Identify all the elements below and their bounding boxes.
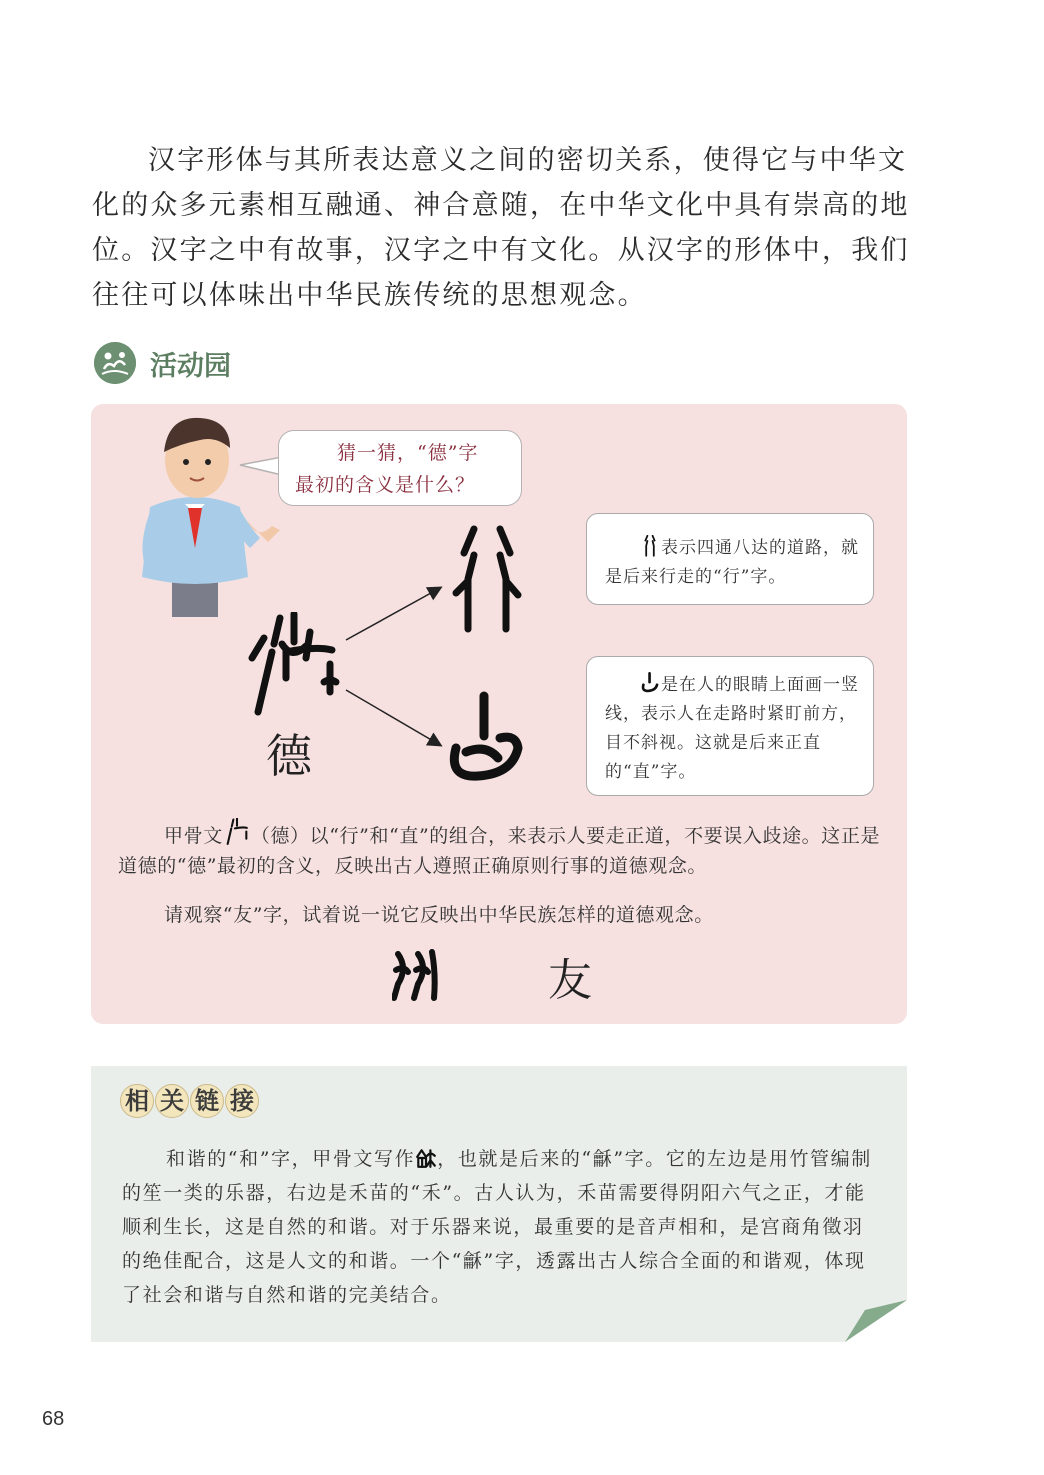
mini-xing-glyph — [639, 535, 661, 557]
inline-oracle-de-glyph — [223, 818, 251, 846]
callout-xing — [586, 513, 874, 605]
page-number: 68 — [42, 1408, 65, 1430]
related-text-body: ，也就是后来的“龢”字。它的左边是用竹管编制的笙一类的乐器，右边是禾苗的“禾”。古人认为，禾苗需要得阴阳六气之正，才能顺利生长，这是自然的和谐。对于乐器来说，最重要的是音声相和，是宫商角徵羽的绝佳配合，这是人文的和谐。一个“龢”字，透露出古人综合全面的和谐观，体现了社会和谐与自然和谐的完美结合。 — [122, 1148, 872, 1306]
boy-illustration — [120, 412, 290, 617]
title-char-2: 关 — [155, 1084, 189, 1118]
para1-prefix: 甲骨文 — [164, 825, 223, 847]
callout-zhi-text: 是在人的眼睛上面画一竖线，表示人在走路时紧盯前方，目不斜视。这就是后来正直的“直”字。 — [605, 675, 859, 782]
related-links-title — [120, 1084, 260, 1118]
title-char-3: 链 — [190, 1084, 224, 1118]
activity-paragraph-2: 请观察“友”字，试着说一说它反映出中华民族怎样的道德观念。 — [164, 904, 714, 926]
related-text-prefix: 和谐的“和”字，甲骨文写作 — [166, 1148, 416, 1170]
oracle-de-glyph — [246, 612, 342, 720]
oracle-you-glyph — [392, 948, 438, 1002]
activity-garden-icon — [94, 342, 136, 384]
title-char-4: 接 — [225, 1084, 259, 1118]
title-char-1: 相 — [120, 1084, 154, 1118]
activity-paragraph-1 — [118, 818, 893, 881]
callout-zhi — [586, 656, 874, 796]
para1-body: （德）以“行”和“直”的组合，来表示人要走正道，不要误入歧途。这正是道德的“德”最初的含义，反映出古人遵照正确原则行事的道德观念。 — [118, 825, 881, 877]
bubble-line-2: 最初的含义是什么？ — [295, 474, 476, 496]
modern-you-character: 友 — [548, 955, 592, 1006]
bubble-line-1: 猜一猜，“德”字 — [337, 442, 479, 464]
arrows — [340, 580, 460, 755]
intro-paragraph: 汉字形体与其所表达意义之间的密切关系，使得它与中华文化的众多元素相互融通、神合意随，在中华文化中具有崇高的地位。汉字之中有故事，汉字之中有文化。从汉字的形体中，我们往往可以体味出中华民族传统的思想观念。 — [92, 145, 910, 311]
activity-title: 活动园 — [150, 351, 231, 382]
speech-bubble-tail — [238, 453, 282, 479]
mini-zhi-glyph — [639, 672, 661, 694]
modern-de-character: 德 — [266, 729, 312, 783]
callout-xing-text: 表示四通八达的道路，就是后来行走的“行”字。 — [605, 538, 859, 587]
oracle-xing-glyph — [452, 525, 522, 635]
speech-bubble — [278, 430, 522, 506]
related-links-text — [122, 1142, 882, 1312]
oracle-zhi-glyph — [446, 690, 526, 790]
inline-oracle-he-glyph — [415, 1147, 437, 1169]
